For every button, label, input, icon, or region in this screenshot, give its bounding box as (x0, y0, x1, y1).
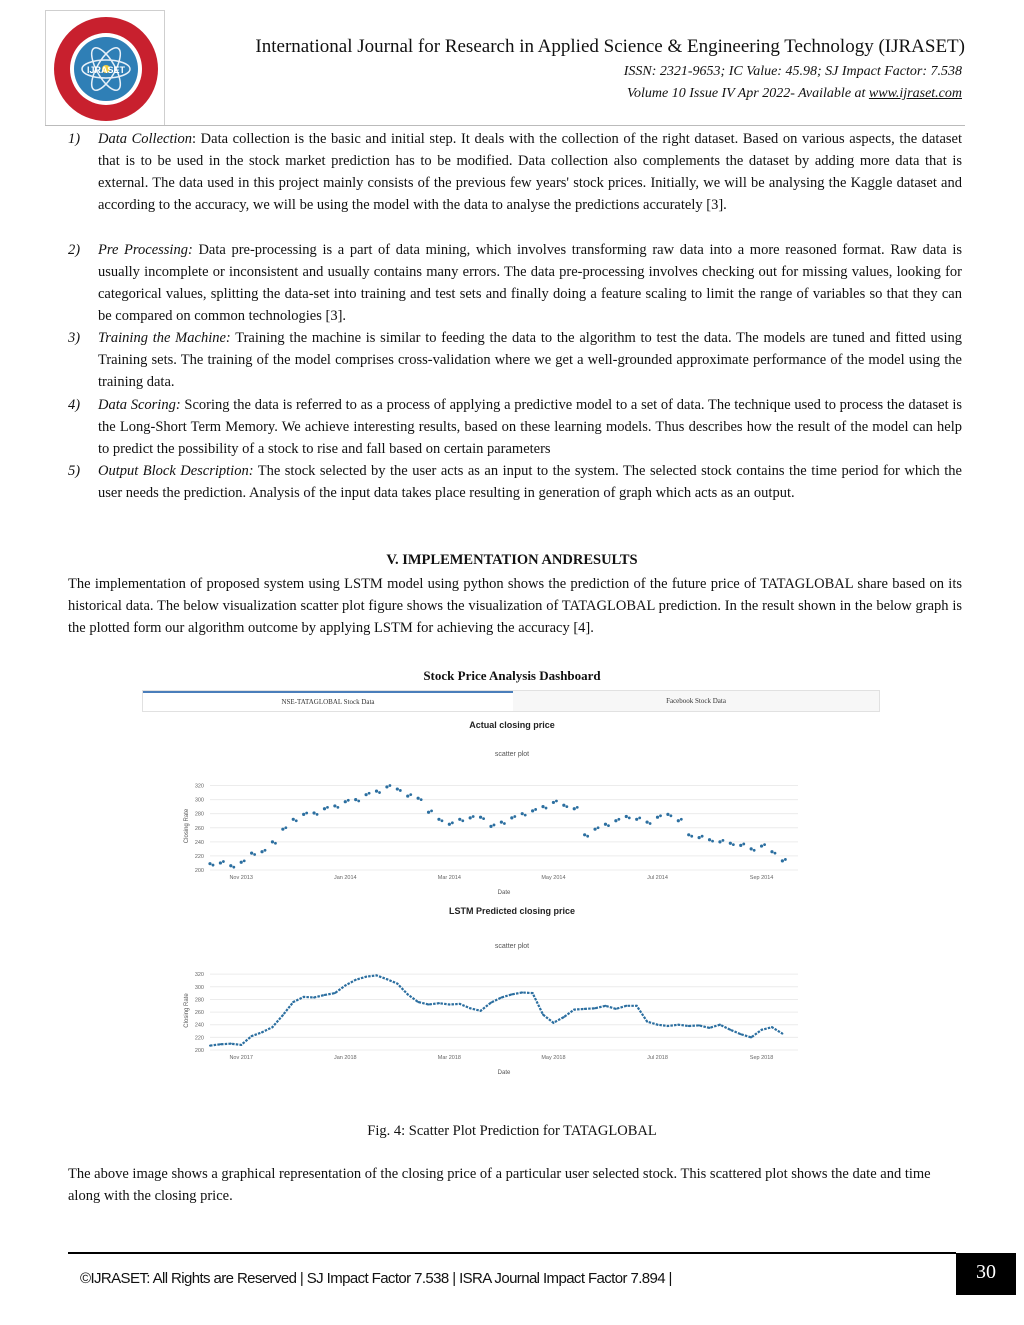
data-point (709, 1027, 711, 1029)
tab-bar (142, 690, 880, 712)
data-point (784, 858, 787, 861)
data-point (698, 836, 701, 839)
section-heading: V. IMPLEMENTATION ANDRESULTS (386, 552, 638, 568)
list-item (68, 327, 962, 393)
data-point (407, 993, 409, 995)
data-point (243, 859, 246, 862)
tab-facebook[interactable]: Facebook Stock Data (666, 697, 726, 705)
data-point (563, 1016, 565, 1018)
data-point (274, 842, 277, 845)
y-axis-label: Closing Rate (184, 993, 190, 1028)
data-point (316, 813, 319, 816)
data-point (222, 860, 225, 863)
x-tick-label: May 2018 (541, 1055, 566, 1061)
data-point (240, 861, 243, 864)
y-tick-label: 220 (194, 853, 204, 860)
footer-divider (68, 1252, 956, 1254)
data-point (521, 991, 523, 993)
data-point (264, 849, 267, 852)
figure-caption: Fig. 4: Scatter Plot Prediction for TATAGLOBAL (367, 1123, 657, 1139)
chart-subtitle: scatter plot (494, 751, 530, 758)
x-tick-label: Jul 2018 (647, 1055, 668, 1061)
footer-copyright: ©IJRASET: All Rights are Reserved | SJ Impact Factor 7.538 | ISRA Journal Impact Factor 7.894 | (80, 1270, 672, 1287)
tab-tataglobal[interactable]: NSE-TATAGLOBAL Stock Data (143, 691, 513, 711)
data-point (448, 1003, 450, 1005)
dashboard-figure (130, 664, 894, 1119)
y-tick-label: 280 (194, 997, 204, 1004)
data-point (760, 844, 763, 847)
data-point (562, 804, 565, 807)
header-divider (45, 125, 965, 126)
data-point (677, 1024, 679, 1026)
data-point (614, 819, 617, 822)
x-tick-label: Mar 2018 (437, 1055, 461, 1061)
data-point (357, 800, 360, 803)
data-point (303, 996, 305, 998)
data-point (722, 839, 725, 842)
data-point (451, 821, 454, 824)
list-item (68, 394, 962, 460)
data-point (312, 811, 315, 814)
data-point (389, 784, 392, 787)
data-point (670, 814, 673, 817)
data-point (365, 793, 368, 796)
y-tick-label: 300 (194, 797, 204, 804)
y-tick-label: 300 (194, 984, 204, 991)
item-title: Data Scoring: (98, 397, 181, 413)
data-point (323, 994, 325, 996)
journal-title: International Journal for Research in Applied Science & Engineering Technology (IJRASET) (255, 36, 965, 57)
data-point (378, 791, 381, 794)
data-point (645, 821, 648, 824)
data-point (376, 974, 378, 976)
data-point (469, 1007, 471, 1009)
data-point (482, 817, 485, 820)
data-point (763, 843, 766, 846)
data-point (396, 787, 399, 790)
item-body: The stock selected by the user acts as an input to the system. The selected stock contains the time period for which the user needs the prediction. Analysis of the input data takes place resulting in generation of graph which acts as an output. (98, 463, 962, 501)
data-point (607, 824, 610, 827)
item-separator: : (192, 131, 201, 147)
data-point (565, 805, 568, 808)
data-point (750, 847, 753, 850)
y-tick-label: 240 (194, 1022, 204, 1029)
data-point (479, 816, 482, 819)
data-point (292, 818, 295, 821)
data-point (781, 1033, 783, 1035)
data-point (771, 1026, 773, 1028)
volume-prefix: Volume 10 Issue IV Apr 2022- Available at (627, 86, 869, 101)
data-point (774, 852, 777, 855)
data-point (742, 843, 745, 846)
data-point (295, 819, 298, 822)
y-tick-label: 320 (194, 783, 204, 790)
data-point (552, 1022, 554, 1024)
data-point (229, 864, 232, 867)
data-point (240, 1044, 242, 1046)
data-point (250, 852, 253, 855)
data-point (625, 1005, 627, 1007)
data-point (385, 785, 388, 788)
data-point (719, 1024, 721, 1026)
data-point (230, 1043, 232, 1045)
data-point (534, 808, 537, 811)
data-point (708, 838, 711, 841)
svg-text:IJRASET: IJRASET (86, 65, 126, 75)
list-item (68, 128, 962, 216)
data-point (597, 826, 600, 829)
data-point (212, 864, 215, 867)
data-point (617, 818, 620, 821)
list-item (68, 239, 962, 327)
item-title: Training the Machine: (98, 330, 231, 346)
data-point (282, 1014, 284, 1016)
data-point (489, 825, 492, 828)
data-point (271, 1026, 273, 1028)
data-point (313, 997, 315, 999)
data-point (417, 1001, 419, 1003)
data-point (209, 1045, 211, 1047)
data-point (718, 840, 721, 843)
item-number: 3) (68, 330, 81, 346)
data-point (500, 997, 502, 999)
item-number: 1) (68, 131, 81, 147)
data-point (615, 1008, 617, 1010)
y-axis-label: Closing Rate (184, 808, 190, 844)
data-point (576, 806, 579, 809)
y-tick-label: 240 (194, 839, 204, 846)
data-point (354, 798, 357, 801)
data-point (532, 992, 534, 994)
data-point (417, 797, 420, 800)
item-number: 2) (68, 242, 81, 258)
x-tick-label: Jan 2018 (333, 1055, 357, 1061)
data-point (472, 815, 475, 818)
y-tick-label: 320 (194, 972, 204, 979)
closing-paragraph: The above image shows a graphical representation of the closing price of a particular user selected stock. This scattered plot shows the date and time along with the closing price. (68, 1166, 931, 1204)
data-point (513, 815, 516, 818)
data-point (441, 819, 444, 822)
lstm-predicted-chart (130, 902, 894, 1116)
item-body: Training the machine is similar to feeding the data to the algorithm to test the data. The models are tuned and fitted using Training sets. The training of the model comprises cross-validation where we get a well-grounded approximate performance of the model using the training data. (98, 330, 962, 390)
item-body: Data pre-processing is a part of data mining, which involves transforming raw data into a more reasoned format. Raw data is usually incomplete or inconsistent and usually contains many errors. The data pre-processing involves checking out for missing values, looking for categorical values, splitting the data-set into training and test sets and finally doing a feature scaling to limit the range of variables so that they can be compared on common technologies [3]. (98, 242, 963, 324)
data-point (659, 814, 662, 817)
item-number: 4) (68, 397, 81, 413)
chart-title: LSTM Predicted closing price (448, 906, 576, 916)
data-point (333, 804, 336, 807)
y-tick-label: 200 (194, 1048, 204, 1054)
item-title: Pre Processing: (98, 242, 193, 258)
data-point (701, 835, 704, 838)
data-point (232, 866, 235, 869)
data-point (302, 813, 305, 816)
chart-subtitle: scatter plot (494, 943, 530, 950)
x-tick-label: May 2014 (541, 875, 566, 881)
data-point (649, 822, 652, 825)
data-point (219, 1043, 221, 1045)
data-point (511, 993, 513, 995)
x-tick-label: Mar 2014 (437, 875, 461, 881)
data-point (711, 840, 714, 843)
x-axis-label: Date (497, 890, 511, 896)
data-point (781, 859, 784, 862)
data-point (219, 861, 222, 864)
item-title: Data Collection (98, 131, 193, 147)
data-point (666, 813, 669, 816)
data-point (261, 1031, 263, 1033)
x-tick-label: Jan 2014 (333, 875, 357, 881)
data-point (406, 794, 409, 797)
data-point (281, 828, 284, 831)
data-point (573, 1009, 575, 1011)
item-number: 5) (68, 463, 81, 479)
data-point (732, 843, 735, 846)
data-point (396, 983, 398, 985)
data-point (437, 818, 440, 821)
ijraset-logo-icon (46, 11, 164, 125)
data-point (573, 807, 576, 810)
x-tick-label: Jul 2014 (647, 875, 668, 881)
item-body: Scoring the data is referred to as a process of applying a predictive model to a set of data. The technique used to process the dataset is the Long-Short Term Memory. We achieve interesting results, based on these learning models. Thus describes how the result of the model can help to predict the possibility of a stock to rise and fall based on certain parameters (98, 397, 962, 457)
data-point (646, 1021, 648, 1023)
data-point (753, 849, 756, 852)
data-point (739, 844, 742, 847)
data-point (428, 1003, 430, 1005)
data-point (555, 800, 558, 803)
data-point (336, 806, 339, 809)
x-tick-label: Sep 2014 (749, 875, 774, 881)
data-point (326, 806, 329, 809)
data-point (594, 1007, 596, 1009)
data-point (698, 1024, 700, 1026)
data-point (690, 835, 693, 838)
data-point (545, 807, 548, 810)
data-point (253, 853, 256, 856)
data-point (604, 1005, 606, 1007)
data-point (420, 798, 423, 801)
data-point (510, 816, 513, 819)
list-item (68, 460, 962, 504)
data-point (667, 1025, 669, 1027)
data-point (409, 793, 412, 796)
x-tick-label: Nov 2017 (229, 1055, 253, 1061)
data-point (740, 1033, 742, 1035)
data-point (260, 850, 263, 853)
data-point (427, 811, 430, 814)
data-point (461, 819, 464, 822)
y-tick-label: 220 (194, 1035, 204, 1042)
y-tick-label: 280 (194, 811, 204, 818)
data-point (500, 821, 503, 824)
data-point (638, 817, 641, 820)
data-point (604, 823, 607, 826)
item-body: Data collection is the basic and initial step. It deals with the collection of the right dataset. Based on various aspects, the dataset that is to be used in the stock market prediction has to be modified. Data collection also complements the dataset by adding more data that is external. The data used in this project mainly consists of the previous few years' stock prices. Initially, we will be analysing the Kaggle dataset and according to the accuracy, we will be using the model with the data to analyse the predictions accurately [3]. (98, 131, 962, 213)
data-point (635, 818, 638, 821)
data-point (292, 1001, 294, 1003)
data-point (750, 1036, 752, 1038)
data-point (688, 1025, 690, 1027)
data-point (687, 833, 690, 836)
website-link[interactable]: www.ijraset.com (868, 86, 962, 101)
data-point (438, 1002, 440, 1004)
page-number: 30 (956, 1253, 1016, 1295)
data-point (636, 1005, 638, 1007)
data-point (490, 1002, 492, 1004)
y-tick-label: 260 (194, 825, 204, 832)
x-tick-label: Sep 2018 (749, 1055, 774, 1061)
data-point (552, 801, 555, 804)
data-point (448, 823, 451, 826)
data-point (251, 1035, 253, 1037)
data-point (586, 835, 589, 838)
data-point (368, 792, 371, 795)
implementation-paragraph: The implementation of proposed system using LSTM model using python shows the prediction of the future price of TATAGLOBAL share based on its historical data. The below visualization scatter plot figure shows the visualization of TATAGLOBAL prediction. In the result shown in the below graph is the plotted form our algorithm outcome by applying LSTM for achieving the accuracy [4]. (68, 576, 962, 636)
data-point (657, 1024, 659, 1026)
series-line (210, 975, 782, 1045)
data-point (208, 862, 211, 865)
data-point (305, 812, 308, 815)
data-point (399, 789, 402, 792)
data-point (344, 800, 347, 803)
issn-line: ISSN: 2321-9653; IC Value: 45.98; SJ Impact Factor: 7.538 (623, 64, 962, 79)
item-title: Output Block Description: (98, 463, 254, 479)
x-axis-label: Date (497, 1070, 511, 1076)
x-tick-label: Nov 2013 (229, 875, 253, 881)
data-point (469, 816, 472, 819)
data-point (531, 809, 534, 812)
data-point (729, 1029, 731, 1031)
data-point (493, 824, 496, 827)
data-point (680, 818, 683, 821)
data-point (584, 1008, 586, 1010)
actual-price-chart (130, 714, 894, 900)
data-point (459, 1003, 461, 1005)
data-point (503, 822, 506, 825)
data-point (677, 819, 680, 822)
dashboard-title: Stock Price Analysis Dashboard (423, 668, 601, 683)
data-point (480, 1010, 482, 1012)
data-point (524, 814, 527, 817)
data-point (761, 1029, 763, 1031)
data-point (458, 818, 461, 821)
data-point (430, 809, 433, 812)
data-point (656, 816, 659, 819)
data-point (729, 842, 732, 845)
journal-logo (45, 10, 165, 126)
data-point (625, 815, 628, 818)
data-point (541, 805, 544, 808)
data-point (386, 978, 388, 980)
y-tick-label: 200 (194, 868, 204, 874)
chart-title: Actual closing price (469, 720, 555, 730)
data-point (375, 790, 378, 793)
data-point (344, 985, 346, 987)
data-point (628, 817, 631, 820)
data-point (770, 850, 773, 853)
data-point (284, 826, 287, 829)
data-point (593, 828, 596, 831)
data-point (323, 807, 326, 810)
data-point (355, 979, 357, 981)
volume-line (400, 86, 962, 102)
data-point (521, 812, 524, 815)
y-tick-label: 260 (194, 1010, 204, 1017)
data-point (365, 976, 367, 978)
data-point (583, 833, 586, 836)
data-point (347, 799, 350, 802)
data-point (271, 840, 274, 843)
data-point (334, 992, 336, 994)
data-point (542, 1014, 544, 1016)
